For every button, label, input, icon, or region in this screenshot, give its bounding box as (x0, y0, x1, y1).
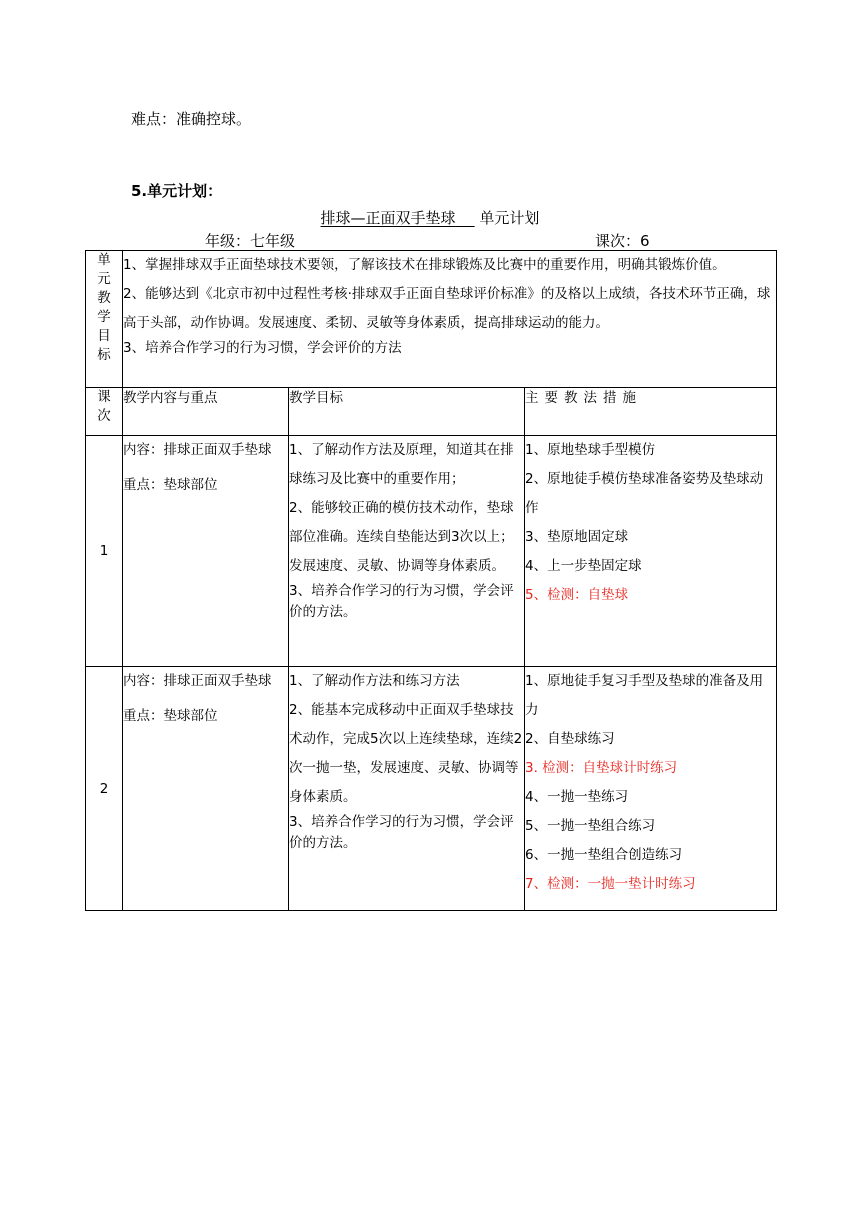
header-methods: 主要教法措施 (525, 388, 777, 436)
objective-item: 1、了解动作方法及原理，知道其在排球练习及比赛中的重要作用； (289, 442, 514, 487)
goals-row (86, 251, 777, 388)
focus-text: 重点：垫球部位 (123, 477, 218, 493)
grade-label: 年级：七年级 (205, 232, 296, 250)
methods-cell (525, 667, 777, 911)
objective-item: 3、培养合作学习的行为习惯，学会评价的方法。 (289, 814, 514, 851)
lessons-count: 课次：6 (595, 232, 650, 250)
goal-item: 3、培养合作学习的行为习惯，学会评价的方法 (123, 340, 402, 356)
header-content: 教学内容与重点 (123, 388, 289, 436)
table-row (86, 667, 777, 911)
method-item-highlight: 3. 检测：自垫球计时练习 (525, 760, 678, 776)
goal-item: 2、能够达到《北京市初中过程性考核·排球双手正面自垫球评价标准》的及格以上成绩，各技术环节正确，球高于头部，动作协调。发展速度、柔韧、灵敏等身体素质，提高排球运动的能力。 (123, 286, 771, 331)
lesson-number: 2 (86, 667, 123, 911)
method-item-highlight: 7、检测：一抛一垫计时练习 (525, 876, 696, 892)
objectives-cell (289, 436, 525, 667)
goals-label: 单元教学目标 (97, 252, 111, 363)
method-item: 1、原地徒手复习手型及垫球的准备及用力 (525, 673, 764, 718)
content-text: 内容：排球正面双手垫球 (123, 442, 272, 458)
goals-cell (123, 251, 777, 388)
objectives-cell (289, 667, 525, 911)
method-item: 2、自垫球练习 (525, 731, 615, 747)
method-item: 4、上一步垫固定球 (525, 558, 642, 574)
goals-label-cell (86, 251, 123, 388)
lesson-number: 1 (86, 436, 123, 667)
content-cell (123, 436, 289, 667)
goal-item: 1、掌握排球双手正面垫球技术要领，了解该技术在排球锻炼及比赛中的重要作用，明确其锻炼价值。 (123, 257, 726, 273)
header-objectives: 教学目标 (289, 388, 525, 436)
objective-item: 1、了解动作方法和练习方法 (289, 673, 460, 689)
unit-plan-table (85, 250, 777, 911)
method-item: 5、一抛一垫组合练习 (525, 818, 656, 834)
method-item: 2、原地徒手模仿垫球准备姿势及垫球动作 (525, 471, 764, 516)
objective-item: 3、培养合作学习的行为习惯，学会评价的方法。 (289, 583, 514, 620)
section-title: 5.单元计划： (131, 182, 223, 200)
plan-title-suffix: 单元计划 (479, 209, 540, 227)
content-text: 内容：排球正面双手垫球 (123, 673, 272, 689)
method-item-highlight: 5、检测：自垫球 (525, 587, 629, 603)
header-row (86, 388, 777, 436)
methods-cell (525, 436, 777, 667)
objective-item: 2、能够较正确的模仿技术动作，垫球部位准确。连续自垫能达到3次以上；发展速度、灵敏、协调等身体素质。 (289, 500, 514, 574)
method-item: 4、一抛一垫练习 (525, 789, 629, 805)
header-lesson: 课次 (86, 388, 123, 436)
plan-title-subject: 排球—正面双手垫球 (320, 209, 456, 227)
table-row (86, 436, 777, 667)
objective-item: 2、能基本完成移动中正面双手垫球技术动作，完成5次以上连续垫球，连续2次一抛一垫，发展速度、灵敏、协调等身体素质。 (289, 702, 523, 805)
plan-title (0, 207, 860, 228)
focus-text: 重点：垫球部位 (123, 708, 218, 724)
method-item: 1、原地垫球手型模仿 (525, 442, 656, 458)
content-cell (123, 667, 289, 911)
method-item: 6、一抛一垫组合创造练习 (525, 847, 683, 863)
method-item: 3、垫原地固定球 (525, 529, 629, 545)
difficulty-text: 难点：准确控球。 (131, 110, 252, 128)
